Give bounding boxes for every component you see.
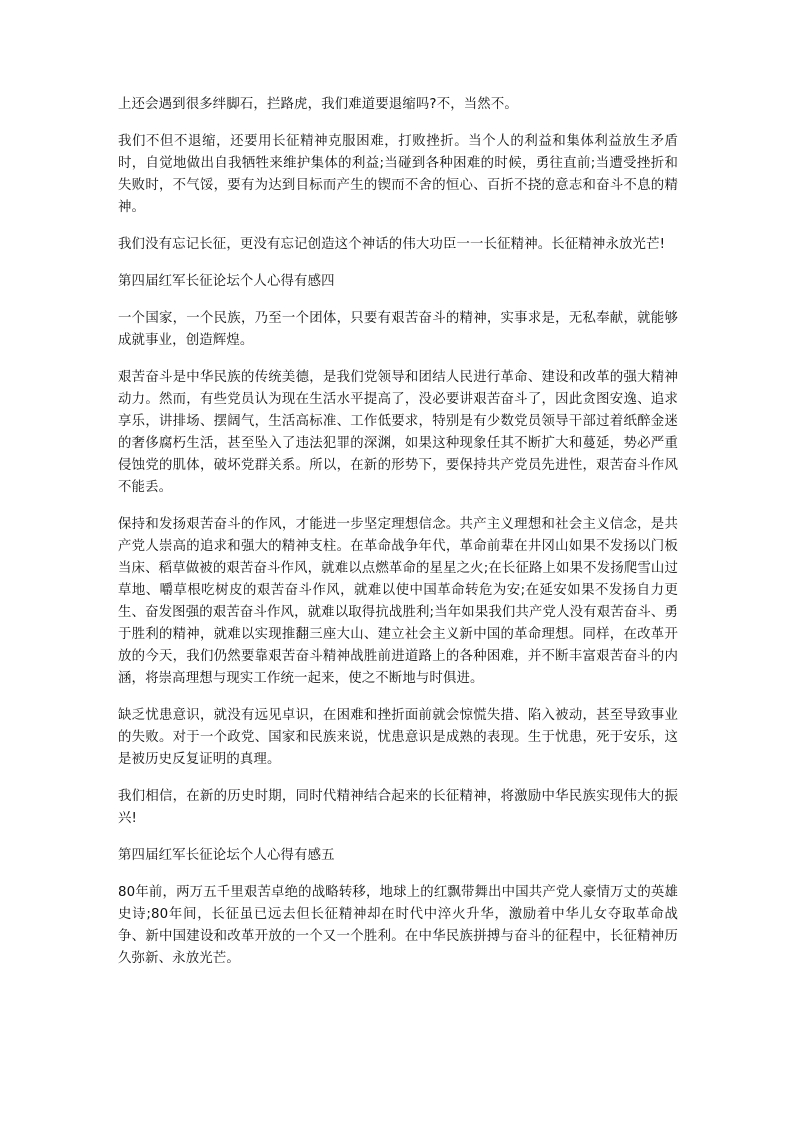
paragraph: 保持和发扬艰苦奋斗的作风，才能进一步坚定理想信念。共产主义理想和社会主义信念，是共产党人崇高的追求和强大的精神支柱。在革命战争年代，革命前辈在井冈山如果不发扬以门板当床、稻草做被的艰苦奋斗作风，就难以点燃革命的星星之火;在长征路上如果不发扬爬雪山过草地、嚼草根吃树皮的艰苦奋斗作风，就难以使中国革命转危为安;在延安如果不发扬自力更生、奋发图强的艰苦奋斗作风，就难以取得抗战胜利;当年如果我们共产党人没有艰苦奋斗、勇于胜利的精神，就难以实现推翻三座大山、建立社会主义新中国的革命理想。同样，在改革开放的今天，我们仍然要靠艰苦奋斗精神战胜前进道路上的各种困难，并不断丰富艰苦奋斗的内涵，将崇高理想与现实工作统一起来，使之不断地与时俱进。 (118, 517, 678, 686)
section-heading: 第四届红军长征论坛个人心得有感四 (118, 274, 335, 289)
paragraph: 缺乏忧患意识，就没有远见卓识，在困难和挫折面前就会惊慌失措、陷入被动，甚至导致事业的失败。对于一个政党、国家和民族来说，忧患意识是成熟的表现。生于忧患，死于安乐，这是被历史反复证明的真理。 (118, 708, 678, 767)
paragraph: 80年前，两万五千里艰苦卓绝的战略转移，地球上的红飘带舞出中国共产党人豪情万丈的英雄史诗;80年间，长征虽已远去但长征精神却在时代中淬火升华，激励着中华儿女夺取革命战争、新中国建设和改革开放的一个又一个胜利。在中华民族拼搏与奋斗的征程中，长征精神历久弥新、永放光芒。 (118, 885, 678, 966)
paragraph: 我们没有忘记长征，更没有忘记创造这个神话的伟大功臣一一长征精神。长征精神永放光芒! (118, 237, 666, 252)
document-body (118, 94, 678, 985)
section-heading: 第四届红军长征论坛个人心得有感五 (118, 848, 335, 863)
paragraph: 一个国家，一个民族，乃至一个团体，只要有艰苦奋斗的精神，实事求是，无私奉献，就能够成就事业，创造辉煌。 (118, 311, 678, 348)
paragraph: 艰苦奋斗是中华民族的传统美德，是我们党领导和团结人民进行革命、建设和改革的强大精神动力。然而，有些党员认为现在生活水平提高了，没必要讲艰苦奋斗了，因此贪图安逸、追求享乐，讲排场、摆阔气，生活高标准、工作低要求，特别是有少数党员领导干部过着纸醉金迷的奢侈腐朽生活，甚至坠入了违法犯罪的深渊，如果这种现象任其不断扩大和蔓延，势必严重侵蚀党的肌体，破坏党群关系。所以，在新的形势下，要保持共产党员先进性，艰苦奋斗作风不能丢。 (118, 370, 678, 495)
paragraph: 我们相信，在新的历史时期，同时代精神结合起来的长征精神，将激励中华民族实现伟大的振兴! (118, 789, 678, 826)
paragraph: 我们不但不退缩，还要用长征精神克服困难，打败挫折。当个人的利益和集体利益放生矛盾时，自觉地做出自我牺牲来维护集体的利益;当碰到各种困难的时候，勇往直前;当遭受挫折和失败时，不气馁，要有为达到目标而产生的锲而不舍的恒心、百折不挠的意志和奋斗不息的精神。 (118, 134, 678, 215)
paragraph: 上还会遇到很多绊脚石，拦路虎，我们难道要退缩吗?不，当然不。 (118, 97, 518, 112)
